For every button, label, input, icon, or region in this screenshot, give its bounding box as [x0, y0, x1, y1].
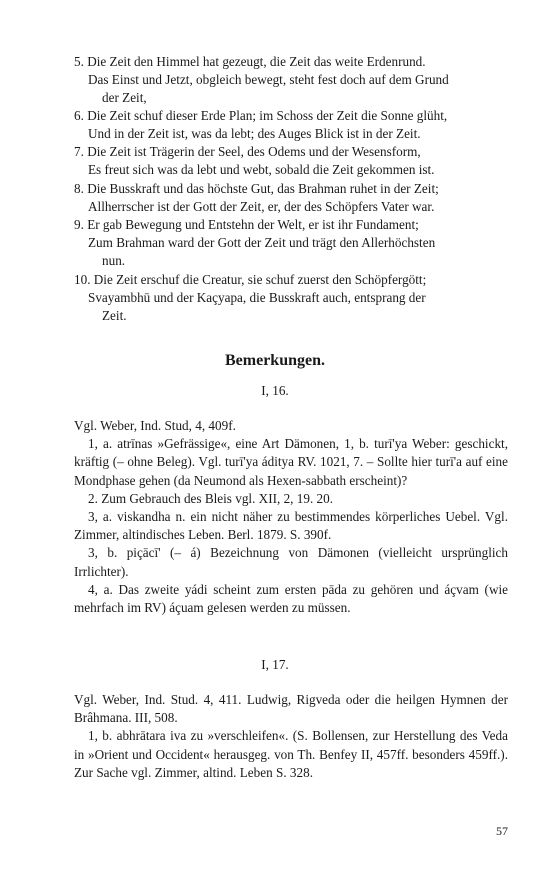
page-number: 57: [496, 824, 508, 838]
verse-line: Svayambhū und der Kaçyapa, die Busskraft auch, entsprang der: [88, 290, 426, 306]
notes-i-16: [74, 417, 508, 617]
verse-line: 6. Die Zeit schuf dieser Erde Plan; im Schoss der Zeit die Sonne glüht,: [74, 108, 448, 123]
verse-6: [74, 107, 510, 143]
verse-9: [74, 216, 510, 271]
verse-line: 8. Die Busskraft und das höchste Gut, das Brahman ruhet in der Zeit;: [74, 181, 439, 196]
verse-7: [74, 143, 510, 179]
verse-line: Zeit.: [102, 308, 127, 324]
verse-line: 10. Die Zeit erschuf die Creatur, sie schuf zuerst den Schöpfergött;: [74, 272, 427, 287]
section-ref-i-17: I, 17.: [261, 657, 289, 672]
verse-line: Allherrscher ist der Gott der Zeit, er, der des Schöpfers Vater war.: [88, 199, 435, 215]
note-paragraph: 2. Zum Gebrauch des Bleis vgl. XII, 2, 19. 20.: [88, 490, 334, 506]
verse-line: Das Einst und Jetzt, obgleich bewegt, steht fest doch auf dem Grund: [88, 72, 449, 88]
section-heading: Bemerkungen.: [225, 352, 325, 369]
verse-line: Und in der Zeit ist, was da lebt; des Auges Blick ist in der Zeit.: [88, 126, 421, 142]
verse-line: 7. Die Zeit ist Trägerin der Seel, des Odems und der Wesensform,: [74, 144, 421, 159]
verse-line: 5. Die Zeit den Himmel hat gezeugt, die Zeit das weite Erdenrund.: [74, 54, 426, 69]
verse-line: Es freut sich was da lebt und webt, sobald die Zeit gekommen ist.: [88, 162, 435, 178]
notes-i-17: [74, 691, 508, 782]
note-paragraph: 1, a. atrīnas »Gefrässige«, eine Art Dämonen, 1, b. turī'ya Weber: geschickt, kräftig (– ohne Beleg). Vgl. turī'ya áditya RV. 1021, 7. – Sollte hier turī'a auf eine Mondphase gehen (da Neumond als Hexen-sabbath erscheint)?: [74, 436, 508, 488]
note-paragraph: Vgl. Weber, Ind. Stud, 4, 409f.: [74, 418, 236, 433]
verse-8: [74, 180, 510, 216]
note-paragraph: Vgl. Weber, Ind. Stud. 4, 411. Ludwig, Rigveda oder die heilgen Hymnen der Brâhmana. III, 508.: [74, 692, 508, 726]
note-paragraph: 3, a. viskandha n. ein nicht näher zu bestimmendes körperliches Uebel. Vgl. Zimmer, altindisches Leben. Berl. 1879. S. 390f.: [74, 509, 508, 543]
note-paragraph: 4, a. Das zweite yádi scheint zum ersten pāda zu gehören und áçvam (wie mehrfach im RV) áçuam gelesen werden zu müssen.: [74, 581, 508, 616]
verse-line: Zum Brahman ward der Gott der Zeit und trägt den Allerhöchsten: [88, 235, 436, 251]
verse-10: [74, 271, 510, 326]
verse-line: 9. Er gab Bewegung und Entstehn der Welt, er ist ihr Fundament;: [74, 217, 419, 232]
note-paragraph: 1, b. abhrātara iva zu »verschleifen«. (S. Bollensen, zur Herstellung des Veda in »Orient und Occident« herausgeg. von Th. Benfey II, 457ff. besonders 459ff.). Zur Sache vgl. Zimmer, altind. Leben S. 328.: [74, 728, 508, 780]
verse-line: der Zeit,: [102, 90, 147, 106]
section-ref-i-16: I, 16.: [261, 383, 289, 398]
verse-5: [74, 53, 510, 108]
verse-line: nun.: [102, 253, 126, 269]
note-paragraph: 3, b. piçācī' (– á) Bezeichnung von Dämonen (vielleicht ursprünglich Irrlichter).: [74, 545, 508, 579]
